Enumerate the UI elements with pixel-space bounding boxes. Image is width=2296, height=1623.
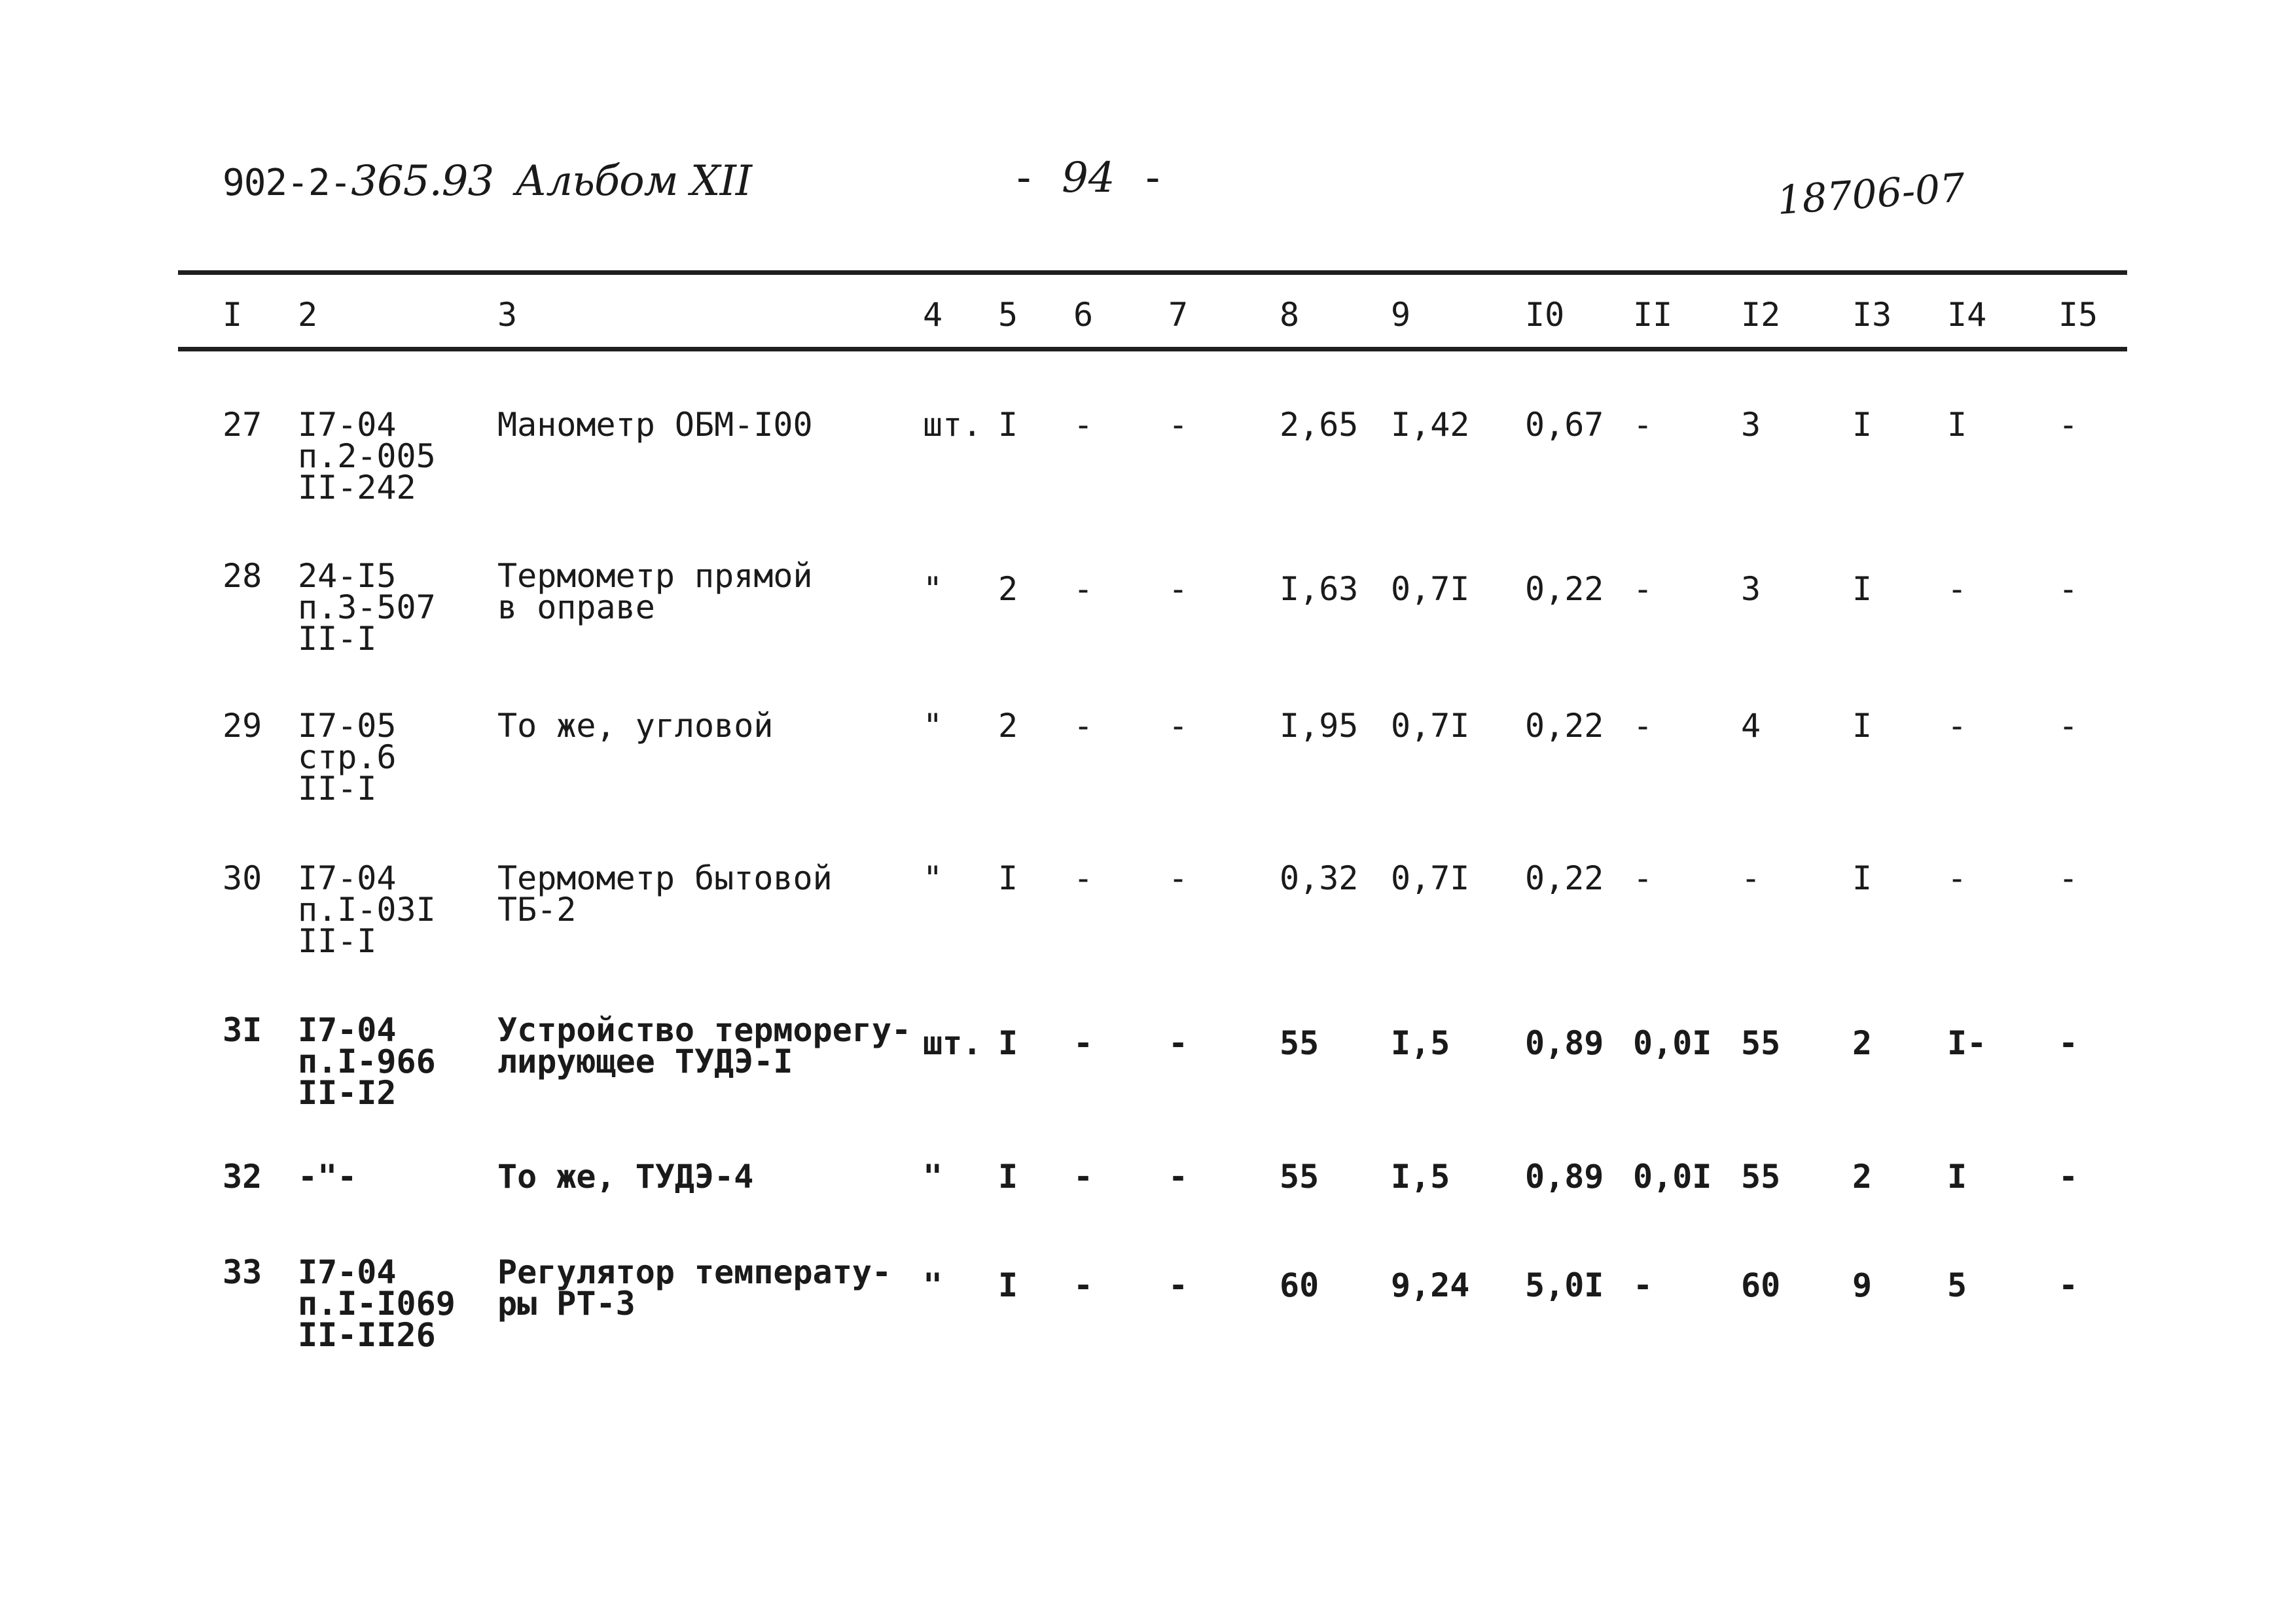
col8: 2,65 <box>1280 406 1359 444</box>
col9: 0,7I <box>1391 570 1470 608</box>
page-dash-left: - <box>1011 154 1037 202</box>
col8: I,95 <box>1280 707 1359 745</box>
col6: - <box>1073 1266 1094 1304</box>
col13: 2 <box>1852 1024 1873 1062</box>
col8: 55 <box>1280 1158 1319 1196</box>
column-number-10: I0 <box>1525 296 1565 334</box>
column-number-9: 9 <box>1391 296 1411 334</box>
unit: " <box>923 859 943 897</box>
col10: 0,22 <box>1525 859 1604 897</box>
doc-code-typed: 902-2- <box>223 162 351 204</box>
col11: - <box>1633 570 1653 608</box>
col6: - <box>1073 1158 1094 1196</box>
col6: - <box>1073 707 1094 745</box>
qty: I <box>998 1266 1018 1304</box>
reference: -"- <box>298 1158 357 1196</box>
column-number-3: 3 <box>497 296 518 334</box>
reference: I7-04 п.2-005 II-242 <box>298 406 436 507</box>
reference: I7-04 п.I-03I II-I <box>298 859 436 960</box>
col7: - <box>1168 1158 1189 1196</box>
col13: I <box>1852 859 1873 897</box>
qty: I <box>998 859 1018 897</box>
column-number-6: 6 <box>1073 296 1094 334</box>
qty: 2 <box>998 570 1018 608</box>
col13: 9 <box>1852 1266 1873 1304</box>
col6: - <box>1073 570 1094 608</box>
col10: 0,22 <box>1525 570 1604 608</box>
unit: " <box>923 1158 943 1196</box>
item-name: То же, угловой <box>497 707 774 745</box>
col6: - <box>1073 1024 1094 1062</box>
column-number-13: I3 <box>1852 296 1892 334</box>
row-number: 32 <box>223 1158 262 1196</box>
column-number-14: I4 <box>1947 296 1987 334</box>
column-number-7: 7 <box>1168 296 1189 334</box>
col7: - <box>1168 859 1189 897</box>
col11: - <box>1633 859 1653 897</box>
col15: - <box>2058 406 2079 444</box>
col15: - <box>2058 859 2079 897</box>
column-number-5: 5 <box>998 296 1018 334</box>
col10: 0,89 <box>1525 1158 1604 1196</box>
document-code <box>223 157 751 205</box>
unit: " <box>923 570 943 608</box>
col12: 55 <box>1741 1158 1781 1196</box>
qty: I <box>998 406 1018 444</box>
unit: шт. <box>923 1024 982 1062</box>
column-number-1: I <box>223 296 243 334</box>
col8: 55 <box>1280 1024 1319 1062</box>
col9: I,5 <box>1391 1024 1450 1062</box>
col11: - <box>1633 406 1653 444</box>
qty: 2 <box>998 707 1018 745</box>
row-number: 33 <box>223 1253 262 1291</box>
col13: I <box>1852 406 1873 444</box>
col13: 2 <box>1852 1158 1873 1196</box>
col12: 60 <box>1741 1266 1781 1304</box>
unit: " <box>923 707 943 745</box>
page-dash-right: - <box>1140 154 1166 202</box>
col15: - <box>2058 707 2079 745</box>
row-number: 3I <box>223 1011 262 1049</box>
col11: - <box>1633 1266 1653 1304</box>
col7: - <box>1168 406 1189 444</box>
col12: 3 <box>1741 570 1761 608</box>
col12: 3 <box>1741 406 1761 444</box>
col14: 5 <box>1947 1266 1967 1304</box>
col9: 0,7I <box>1391 707 1470 745</box>
table-header-rule <box>178 347 2127 351</box>
col14: I <box>1947 1158 1967 1196</box>
col10: 0,89 <box>1525 1024 1604 1062</box>
item-name: Регулятор температу- ры РТ-3 <box>497 1253 892 1323</box>
page-number-block <box>1011 154 1166 202</box>
column-number-4: 4 <box>923 296 943 334</box>
col8: 60 <box>1280 1266 1319 1304</box>
page-number: 94 <box>1062 154 1115 202</box>
col9: 9,24 <box>1391 1266 1470 1304</box>
reference: I7-05 стр.6 II-I <box>298 707 397 808</box>
col10: 0,22 <box>1525 707 1604 745</box>
col14: - <box>1947 859 1967 897</box>
col10: 0,67 <box>1525 406 1604 444</box>
col10: 5,0I <box>1525 1266 1604 1304</box>
col14: I <box>1947 406 1967 444</box>
doc-code-handwritten: 365.93 <box>351 157 494 205</box>
col11: 0,0I <box>1633 1158 1712 1196</box>
item-name: Термометр прямой в оправе <box>497 557 813 626</box>
item-name: Устройство терморегу- лирующее ТУДЭ-I <box>497 1011 912 1080</box>
item-name: Термометр бытовой ТБ-2 <box>497 859 833 929</box>
unit: шт. <box>923 406 982 444</box>
col12: 55 <box>1741 1024 1781 1062</box>
column-number-11: II <box>1633 296 1673 334</box>
col15: - <box>2058 570 2079 608</box>
row-number: 28 <box>223 557 262 595</box>
col15: - <box>2058 1158 2079 1196</box>
reference: I7-04 п.I-I069 II-II26 <box>298 1253 456 1354</box>
col8: I,63 <box>1280 570 1359 608</box>
col6: - <box>1073 406 1094 444</box>
col6: - <box>1073 859 1094 897</box>
col13: I <box>1852 707 1873 745</box>
col9: I,42 <box>1391 406 1470 444</box>
unit: " <box>923 1266 943 1304</box>
column-number-8: 8 <box>1280 296 1300 334</box>
reference: 24-I5 п.3-507 II-I <box>298 557 436 658</box>
col14: - <box>1947 707 1967 745</box>
col15: - <box>2058 1024 2079 1062</box>
col13: I <box>1852 570 1873 608</box>
row-number: 30 <box>223 859 262 897</box>
sheet-id: 18706-07 <box>1775 165 1967 224</box>
col8: 0,32 <box>1280 859 1359 897</box>
row-number: 29 <box>223 707 262 745</box>
col7: - <box>1168 570 1189 608</box>
table-top-rule <box>178 270 2127 275</box>
col14: I- <box>1947 1024 1987 1062</box>
item-name: Манометр ОБМ-I00 <box>497 406 813 444</box>
reference: I7-04 п.I-966 II-I2 <box>298 1011 436 1112</box>
col14: - <box>1947 570 1967 608</box>
col11: 0,0I <box>1633 1024 1712 1062</box>
col15: - <box>2058 1266 2079 1304</box>
col7: - <box>1168 1266 1189 1304</box>
qty: I <box>998 1024 1018 1062</box>
col12: 4 <box>1741 707 1761 745</box>
col7: - <box>1168 1024 1189 1062</box>
column-number-2: 2 <box>298 296 318 334</box>
col9: 0,7I <box>1391 859 1470 897</box>
col7: - <box>1168 707 1189 745</box>
column-number-12: I2 <box>1741 296 1781 334</box>
col12: - <box>1741 859 1761 897</box>
row-number: 27 <box>223 406 262 444</box>
col11: - <box>1633 707 1653 745</box>
item-name: То же, ТУДЭ-4 <box>497 1158 754 1196</box>
column-number-15: I5 <box>2058 296 2098 334</box>
col9: I,5 <box>1391 1158 1450 1196</box>
qty: I <box>998 1158 1018 1196</box>
album-label: Альбом XII <box>514 157 752 205</box>
